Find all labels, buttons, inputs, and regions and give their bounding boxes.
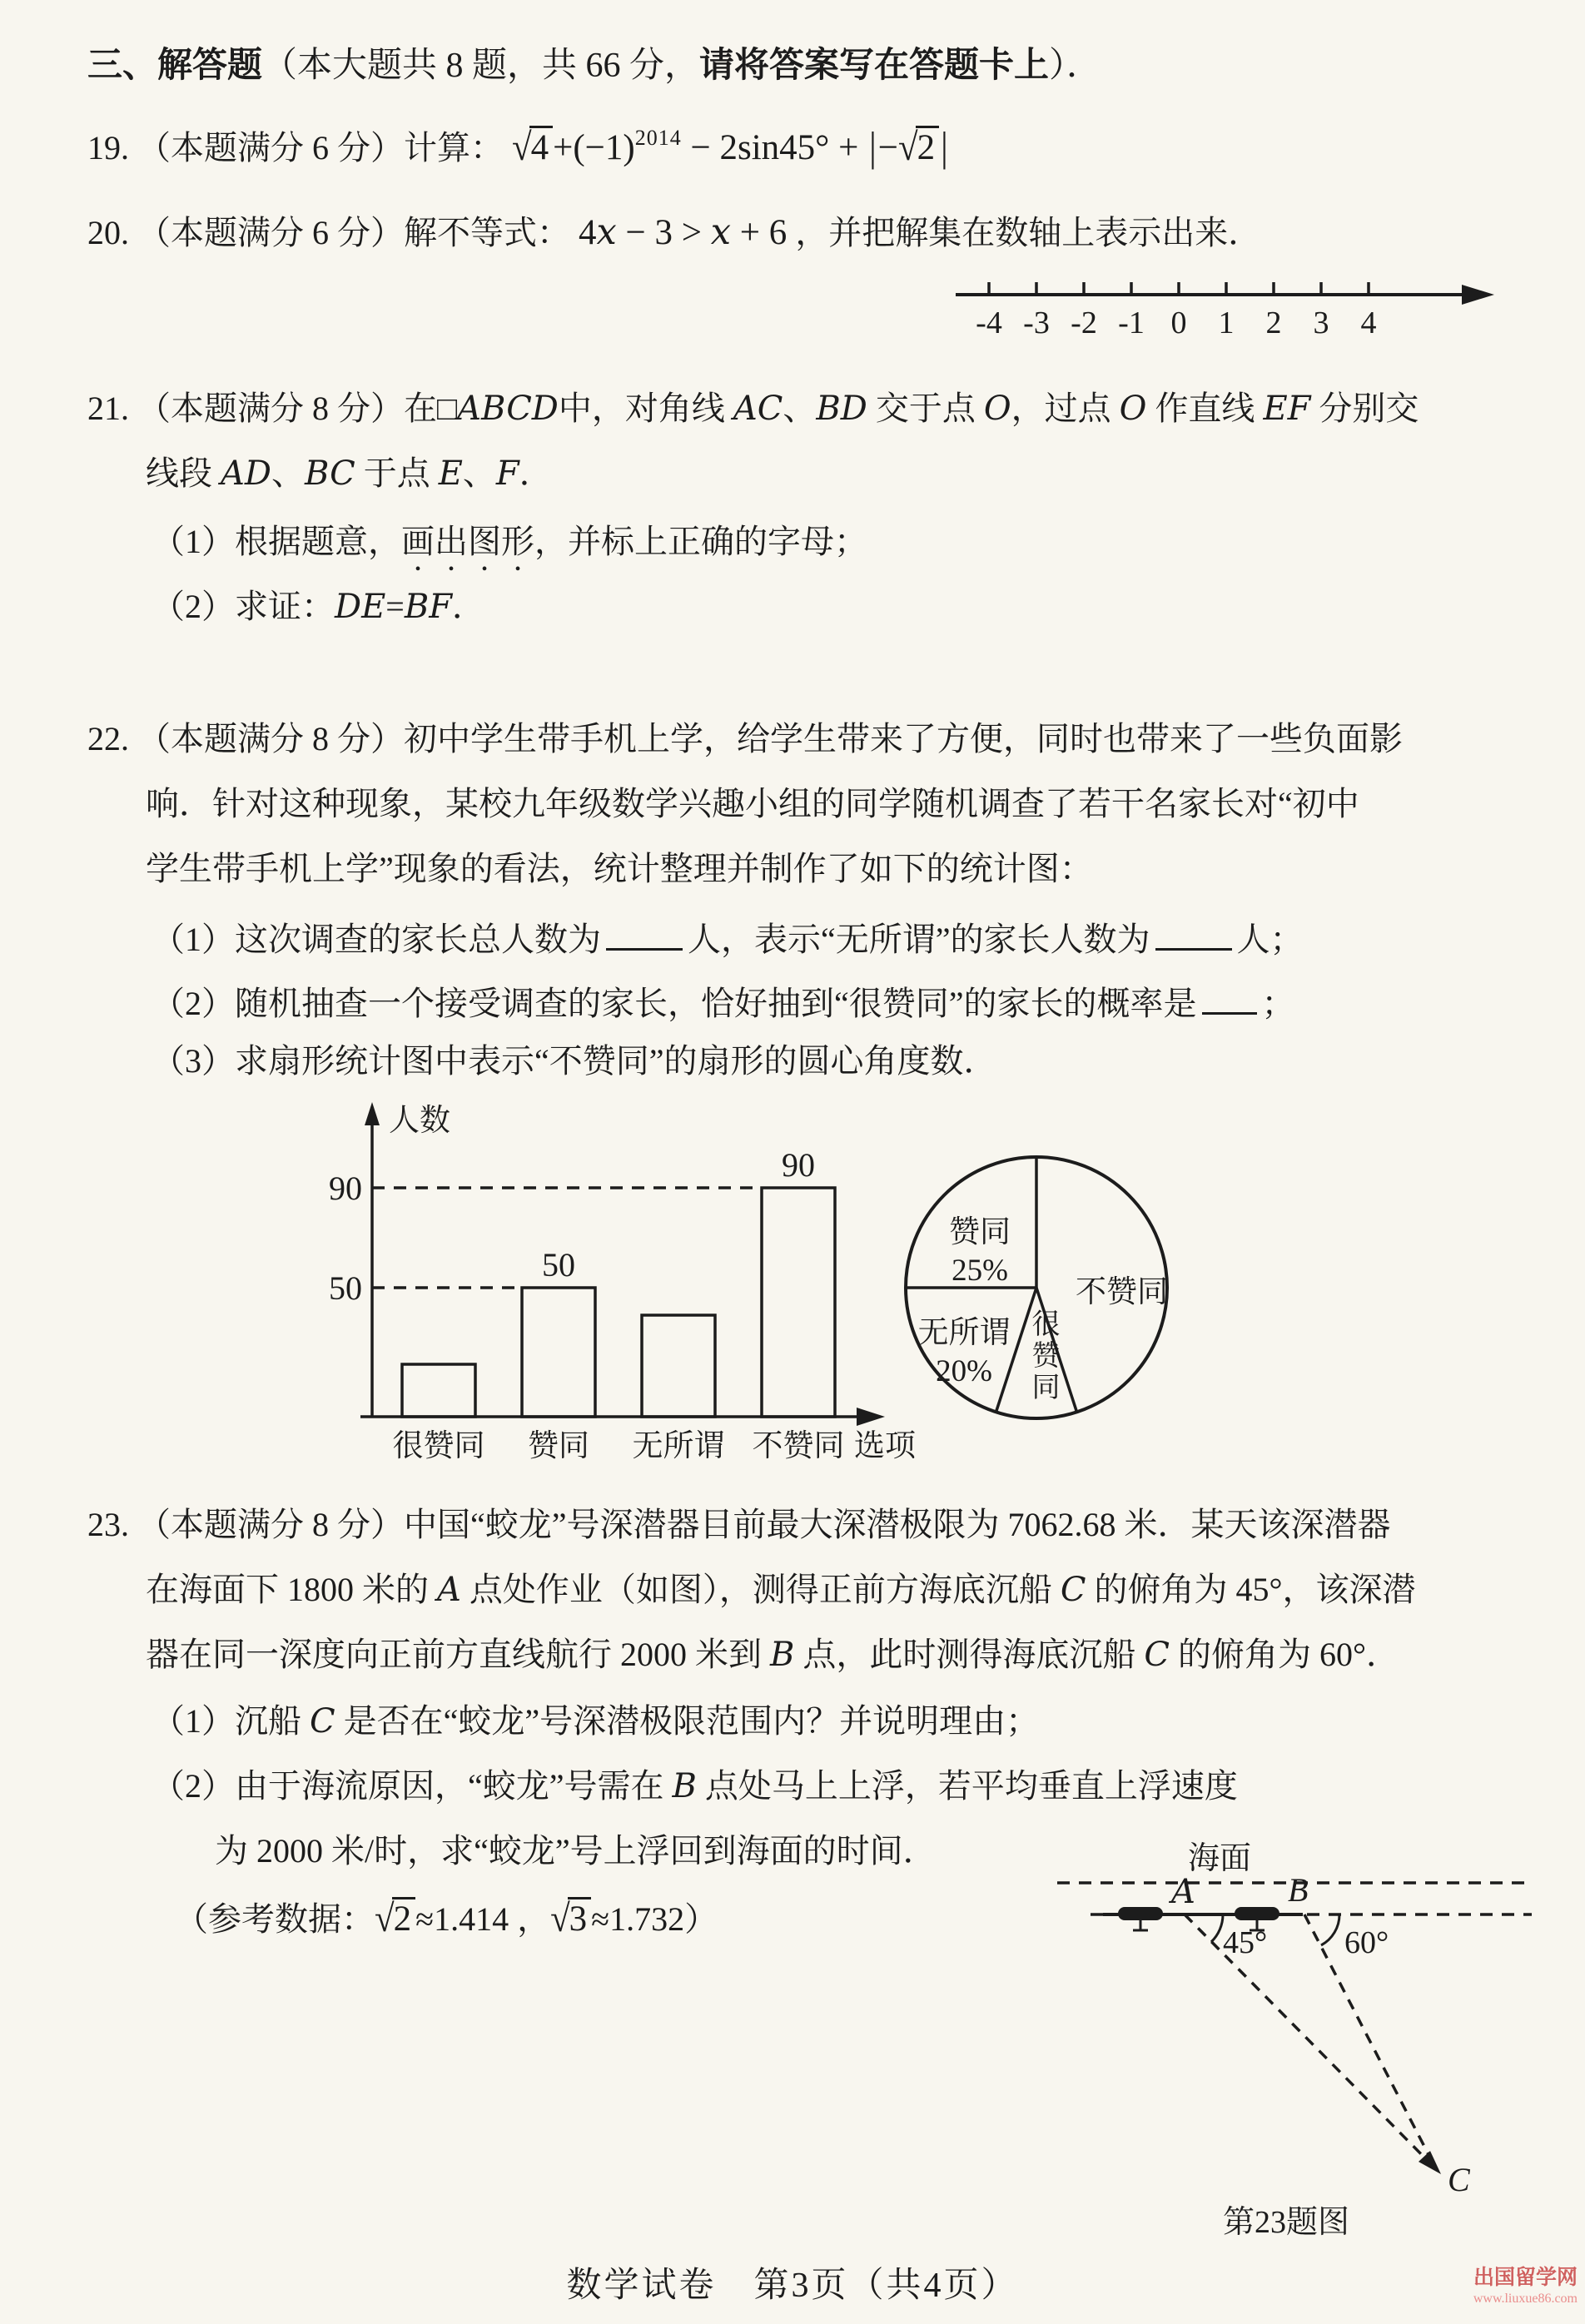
question-22-sub-3: （3）求扇形统计图中表示“不赞同”的扇形的圆心角度数． xyxy=(152,1042,997,1080)
blank-line xyxy=(1155,911,1232,951)
question-22-line-1: 22. （本题满分 8 分）初中学生带手机上学，给学生带来了方便，同时也带来了一些负面影 xyxy=(87,720,1403,757)
watermark-url: www.liuxue86.com xyxy=(1473,2292,1578,2306)
q20-number: 20. xyxy=(87,214,129,251)
abs-bar-left: | xyxy=(869,125,877,171)
question-20 xyxy=(87,210,1261,256)
bar-categories xyxy=(393,1428,845,1463)
q20-inequality: 4x − 3 > x + 6 xyxy=(579,211,788,253)
angle-b-arc xyxy=(1321,1914,1339,1945)
question-22-sub-2: （2）随机抽查一个接受调查的家长，恰好抽到“很赞同”的家长的概率是 ； xyxy=(152,976,1295,1025)
question-21-sub-2: （2）求证：DE=BF． xyxy=(152,588,485,626)
number-line-labels xyxy=(976,305,1376,340)
section-instruction: 请将答案写在答题卡上 xyxy=(699,47,1050,85)
svg-text:4: 4 xyxy=(1360,305,1377,340)
ytick-90: 90 xyxy=(329,1169,362,1207)
parallelogram-symbol: □ xyxy=(437,390,458,427)
q23-number: 23. xyxy=(87,1506,129,1543)
angle-b-label: 60° xyxy=(1344,1925,1389,1960)
question-23-line-2: 在海面下 1800 米的 A 点处作业（如图），测得正前方海底沉船 C 的俯角为 45°，该深潜 xyxy=(146,1571,1416,1609)
bar-wusuowei xyxy=(642,1315,715,1417)
question-23-sub-2a: （2）由于海流原因，“蛟龙”号需在 B 点处马上上浮，若平均垂直上浮速度 xyxy=(152,1767,1238,1805)
svg-text:不赞同: 不赞同 xyxy=(752,1429,845,1463)
radical-sign: √ xyxy=(375,1898,395,1940)
ytick-50: 50 xyxy=(329,1269,362,1307)
q19-exponent: 2014 xyxy=(634,126,682,150)
sea-surface-label: 海面 xyxy=(1187,1841,1252,1876)
radical-sign: √ xyxy=(898,127,918,169)
section-title: 三、解答题 xyxy=(87,47,263,85)
bar-buzantong xyxy=(762,1188,835,1417)
svg-text:-1: -1 xyxy=(1118,305,1145,340)
svg-text:-3: -3 xyxy=(1023,305,1050,340)
sight-line-arrowhead xyxy=(1419,2151,1441,2174)
radical-sign: √ xyxy=(512,127,532,169)
question-19 xyxy=(87,125,950,171)
q19-intro: （本题满分 6 分）计算： xyxy=(137,129,504,166)
abs-bar-right: | xyxy=(941,125,948,171)
angle-a-label: 45° xyxy=(1223,1925,1268,1960)
pie-label-buzantong: 不赞同 xyxy=(1076,1275,1168,1309)
submarine-icon xyxy=(1118,1907,1163,1930)
q20-tail: ，并把解集在数轴上表示出来． xyxy=(795,214,1262,251)
svg-text:-2: -2 xyxy=(1071,305,1097,340)
x-axis-arrowhead xyxy=(857,1408,885,1426)
number-line xyxy=(949,260,1515,343)
section-close: ）． xyxy=(1049,47,1102,85)
watermark xyxy=(1382,2266,1578,2307)
bar-chart xyxy=(329,1092,916,1492)
svg-text:1: 1 xyxy=(1218,305,1235,340)
x-axis-label: 选项 xyxy=(854,1429,916,1463)
watermark-site-name: 出国留学网 xyxy=(1473,2267,1578,2289)
question-21-line-2: 线段 AD、BC 于点 E、F． xyxy=(146,454,553,493)
y-axis-arrowhead xyxy=(365,1102,380,1125)
emphasized-draw-figure: 画出图形 xyxy=(401,523,534,560)
q19-number: 19. xyxy=(87,129,129,166)
q22-number: 22. xyxy=(87,720,129,757)
question-22-line-3: 学生带手机上学”现象的看法，统计整理并制作了如下的统计图： xyxy=(146,850,1093,887)
pie-label-wusuowei-pct: 20% xyxy=(936,1354,992,1388)
pie-label-henzantong: 很赞同 xyxy=(1027,1308,1058,1403)
question-23-line-1: 23. （本题满分 8 分）中国“蛟龙”号深潜器目前最大深潜极限为 7062.68 米．某天该深潜器 xyxy=(87,1506,1391,1543)
diagram-caption: 第23题图 xyxy=(1222,2205,1350,2240)
question-22-sub-1: （1）这次调查的家长总人数为 人，表示“无所谓”的家长人数为 人； xyxy=(152,911,1304,961)
pie-label-zantong-pct: 25% xyxy=(951,1254,1008,1288)
point-a-label: A xyxy=(1171,1873,1195,1911)
svg-text:-4: -4 xyxy=(976,305,1002,340)
svg-text:3: 3 xyxy=(1313,305,1329,340)
q21-number: 21. xyxy=(87,390,129,427)
point-c-label: C xyxy=(1448,2161,1470,2198)
question-21-line-1: 21. （本题满分 8 分）在□ABCD中，对角线 AC、BD 交于点 O，过点 O 作直线 EF 分别交 xyxy=(87,390,1419,428)
svg-text:赞同: 赞同 xyxy=(528,1429,589,1463)
number-line-arrowhead xyxy=(1462,285,1494,305)
q20-intro: （本题满分 6 分）解不等式： xyxy=(137,214,570,251)
svg-text:0: 0 xyxy=(1170,305,1187,340)
bar-label-90: 90 xyxy=(782,1146,815,1184)
radical-sign: √ xyxy=(550,1898,570,1940)
question-22-line-2: 响．针对这种现象，某校九年级数学兴趣小组的同学随机调查了若干名家长对“初中 xyxy=(146,785,1359,822)
angle-a-arc xyxy=(1211,1914,1223,1942)
q23-diagram xyxy=(1045,1831,1553,2247)
svg-text:很赞同: 很赞同 xyxy=(392,1429,485,1463)
question-23-sub-1: （1）沉船 C 是否在“蛟龙”号深潜极限范围内？并说明理由； xyxy=(152,1702,1040,1741)
bar-zantong xyxy=(522,1288,595,1417)
section-header xyxy=(87,43,1101,89)
question-21-sub-1: （1）根据题意，画出图形，并标上正确的字母； xyxy=(152,523,867,560)
bar-henzantong xyxy=(402,1364,475,1417)
pie-label-wusuowei: 无所谓 xyxy=(917,1316,1011,1350)
number-line-ticks xyxy=(989,282,1369,295)
q19-formula: √4 +(−1)2014 − 2sin45° + |−√2 | xyxy=(512,128,950,167)
point-b-label: B xyxy=(1288,1871,1309,1909)
bar-label-50: 50 xyxy=(542,1246,575,1284)
blank-line xyxy=(606,911,683,951)
question-23-line-3: 器在同一深度向正前方直线航行 2000 米到 B 点，此时测得海底沉船 C 的俯角为 60°． xyxy=(146,1636,1400,1674)
section-note: （本大题共 8 题，共 66 分， xyxy=(262,47,700,85)
question-23-sub-2b: 为 2000 米/时，求“蛟龙”号上浮回到海面的时间． xyxy=(215,1832,937,1870)
pie-label-zantong: 赞同 xyxy=(949,1215,1011,1249)
page-footer: 数学试卷 第3页（共4页） xyxy=(566,2267,1019,2305)
blank-line xyxy=(1202,976,1257,1015)
svg-text:无所谓: 无所谓 xyxy=(632,1429,725,1463)
question-23-reference: （参考数据：√2 ≈1.414 ，√3 ≈1.732） xyxy=(175,1896,718,1943)
svg-text:2: 2 xyxy=(1265,305,1282,340)
y-axis-label: 人数 xyxy=(389,1104,450,1138)
